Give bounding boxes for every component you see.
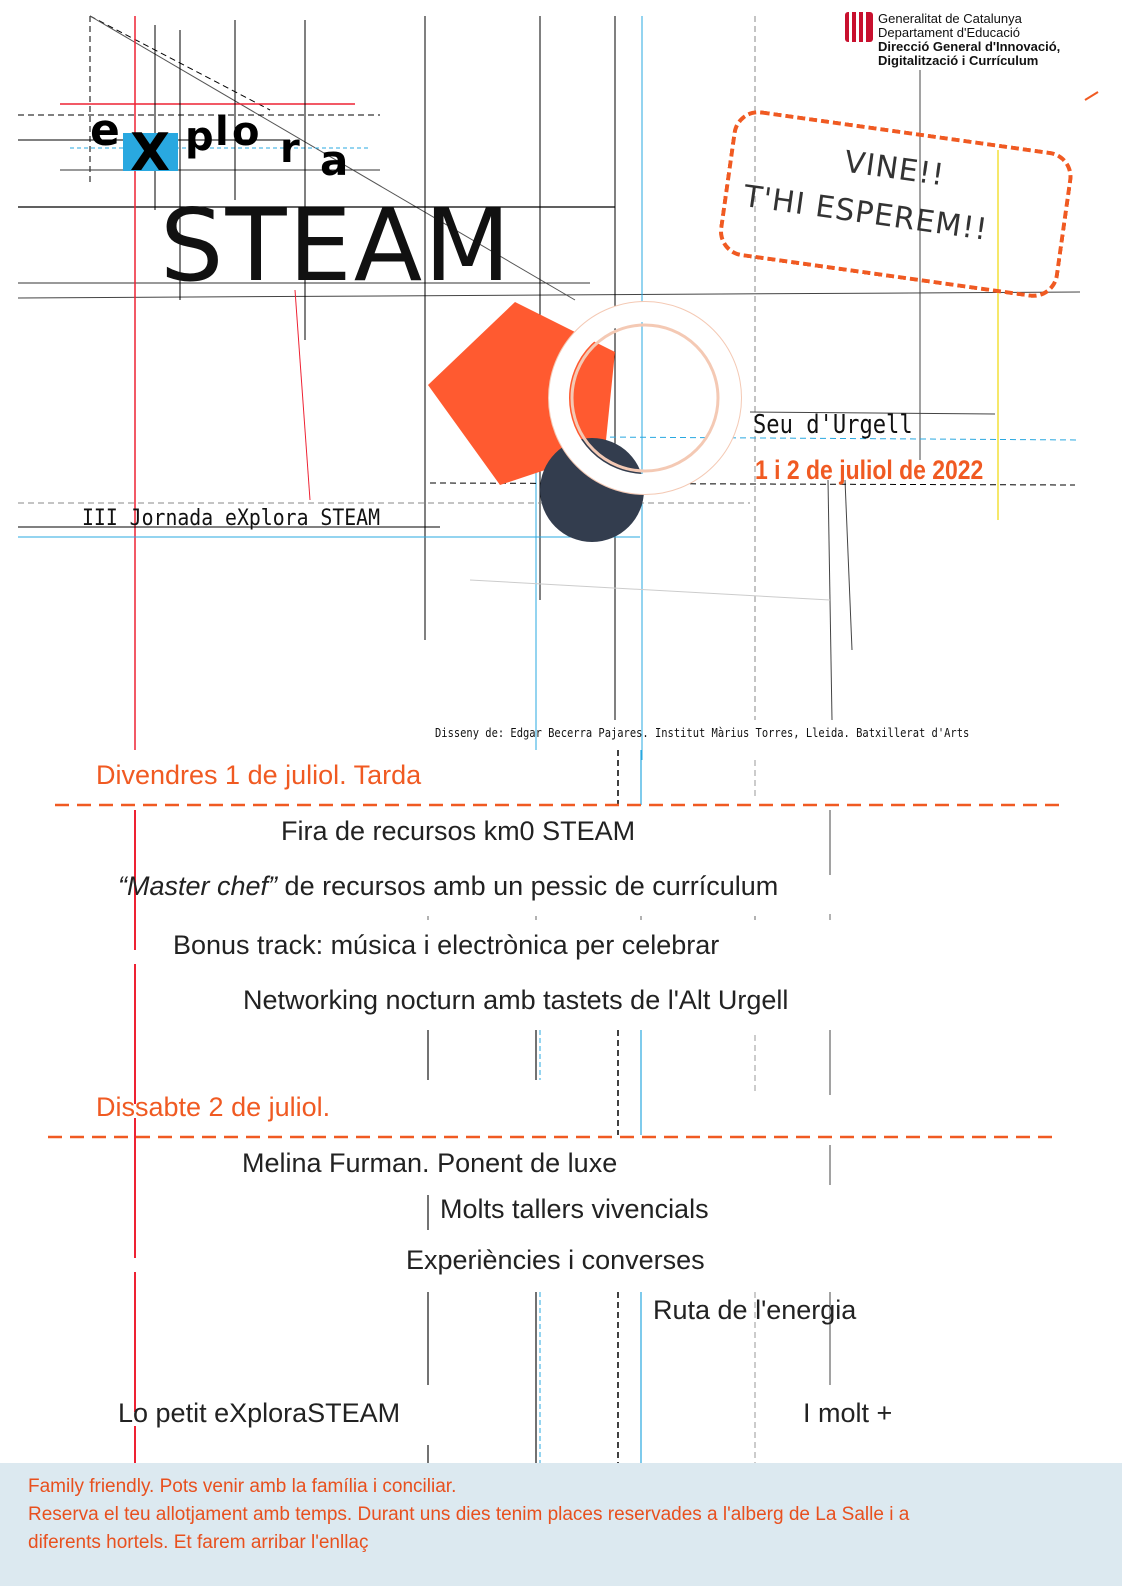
day1-item-2-italic: “Master chef”: [118, 871, 278, 901]
event-dates: 1 i 2 de juliol de 2022: [755, 455, 984, 485]
day2-item-1: Melina Furman. Ponent de luxe: [242, 1148, 618, 1178]
logo-line-1: Generalitat de Catalunya: [878, 11, 1022, 26]
event-place: Seu d'Urgell: [753, 410, 913, 440]
design-credit: Disseny de: Edgar Becerra Pajares. Institut Màrius Torres, Lleida. Batxillerat d'Arts: [435, 726, 970, 740]
footer-info-box: [0, 1463, 1122, 1586]
day2-item-5: Lo petit eXploraSTEAM: [118, 1398, 401, 1428]
letter-o: o: [232, 109, 260, 155]
logo-line-3: Direcció General d'Innovació,: [878, 39, 1061, 54]
logo-line-2: Departament d'Educació: [878, 25, 1020, 40]
day2-item-6: I molt +: [803, 1398, 893, 1428]
stamp-line-2: T'HI ESPEREM!!: [741, 178, 991, 248]
footer-line-1: Family friendly. Pots venir amb la família i conciliar.: [28, 1476, 457, 1497]
footer-line-3: diferents hortels. Et farem arribar l'enllaç: [28, 1532, 369, 1553]
letter-e: e: [90, 105, 120, 156]
senyera-icon: [845, 12, 873, 42]
day2-item-3: Experiències i converses: [406, 1245, 705, 1275]
day1-item-3: Bonus track: música i electrònica per celebrar: [173, 930, 720, 960]
day2-item-2: Molts tallers vivencials: [440, 1194, 709, 1224]
stamp-line-1: VINE!!: [842, 144, 947, 194]
letter-a: a: [320, 136, 349, 180]
letter-p: p: [185, 114, 214, 160]
day1-item-2-rest: de recursos amb un pessic de currículum: [277, 871, 779, 901]
day2-heading: Dissabte 2 de juliol.: [96, 1092, 331, 1122]
day2-item-4: Ruta de l'energia: [653, 1295, 857, 1325]
letter-x: X: [130, 123, 171, 180]
day1-heading: Divendres 1 de juliol. Tarda: [96, 760, 422, 790]
logo-line-4: Digitalització i Currículum: [878, 53, 1039, 68]
geometric-shapes: [420, 290, 780, 550]
day1-item-4: Networking nocturn amb tastets de l'Alt Urgell: [243, 985, 789, 1015]
day1-item-1: Fira de recursos km0 STEAM: [281, 816, 636, 846]
steam-text: STEAM: [160, 195, 513, 295]
day1-item-2: [118, 871, 778, 902]
letter-l: l: [215, 109, 229, 155]
event-title: III Jornada eXplora STEAM: [82, 506, 381, 531]
footer-line-2: Reserva el teu allotjament amb temps. Durant uns dies tenim places reservades a l'alberg de La Salle i a: [28, 1504, 910, 1525]
steam-wordmark: [155, 195, 595, 295]
explora-wordmark: [90, 100, 370, 180]
explora-letters: [90, 100, 370, 180]
letter-r: r: [280, 126, 300, 172]
